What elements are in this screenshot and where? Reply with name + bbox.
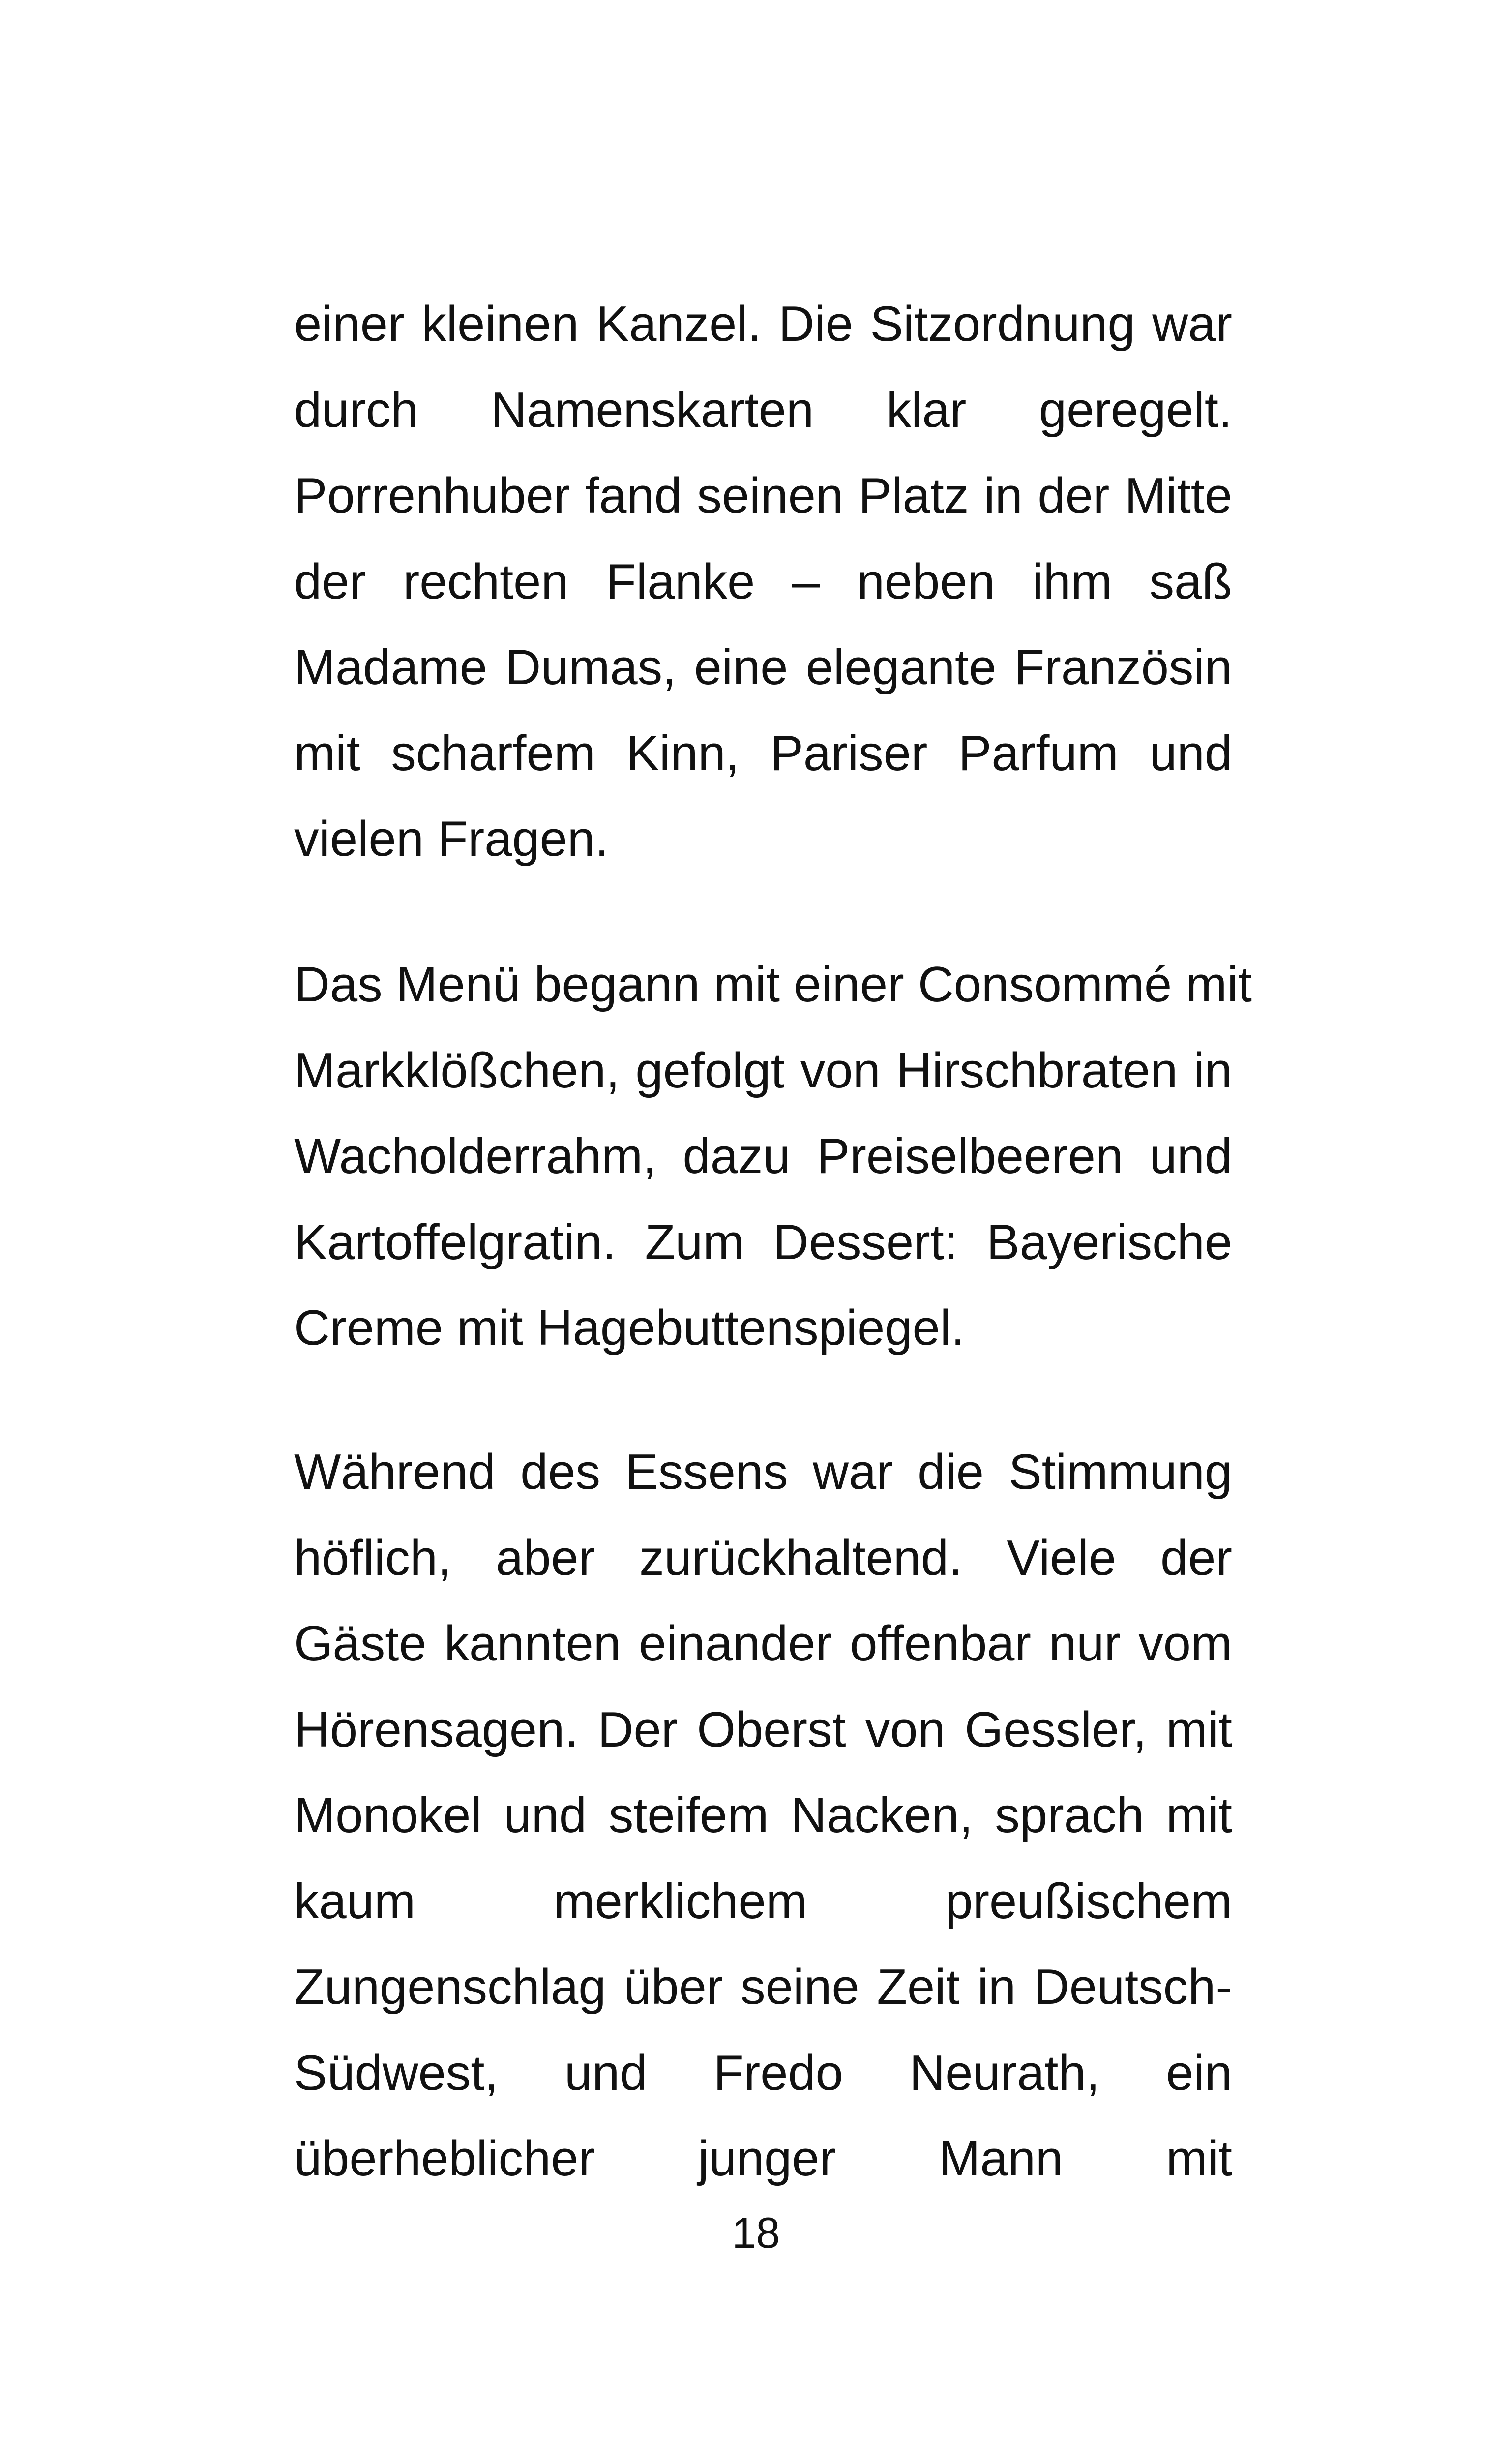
text-line: vielen Fragen. [294, 812, 609, 867]
text-line: der rechten Flanke – neben ihm saß [294, 554, 1232, 609]
text-line: höflich, aber zurückhaltend. Viele der [294, 1530, 1232, 1586]
text-line: Porrenhuber fand seinen Platz in der Mitte [294, 468, 1232, 523]
text-line: Markklößchen, gefolgt von Hirschbraten in [294, 1043, 1232, 1098]
text-line: überheblicher junger Mann mit [294, 2131, 1232, 2186]
text-line: Madame Dumas, eine elegante Französin [294, 640, 1232, 695]
text-line: einer kleinen Kanzel. Die Sitzordnung war [294, 297, 1232, 352]
text-line: Kartoffelgratin. Zum Dessert: Bayerische [294, 1214, 1232, 1270]
text-line: Südwest, und Fredo Neurath, ein [294, 2045, 1232, 2101]
paragraph-1 [294, 281, 1232, 882]
paragraph-3 [294, 1429, 1232, 2202]
text-line: Das Menü begann mit einer Consommé mit [294, 957, 1252, 1012]
text-line: Zungenschlag über seine Zeit in Deutsch- [294, 1960, 1232, 2015]
text-line: durch Namenskarten klar geregelt. [294, 382, 1232, 438]
text-line: mit scharfem Kinn, Pariser Parfum und [294, 725, 1232, 781]
text-line: Hörensagen. Der Oberst von Gessler, mit [294, 1702, 1232, 1757]
text-line: Creme mit Hagebuttenspiegel. [294, 1300, 965, 1356]
paragraph-2 [294, 942, 1252, 1371]
text-line: Während des Essens war die Stimmung [294, 1445, 1232, 1500]
text-line: Gäste kannten einander offenbar nur vom [294, 1616, 1232, 1671]
page-number: 18 [732, 2208, 780, 2257]
text-line: kaum merklichem preußischem [294, 1873, 1232, 1929]
text-line: Monokel und steifem Nacken, sprach mit [294, 1788, 1232, 1843]
text-line: Wacholderrahm, dazu Preiselbeeren und [294, 1129, 1232, 1184]
